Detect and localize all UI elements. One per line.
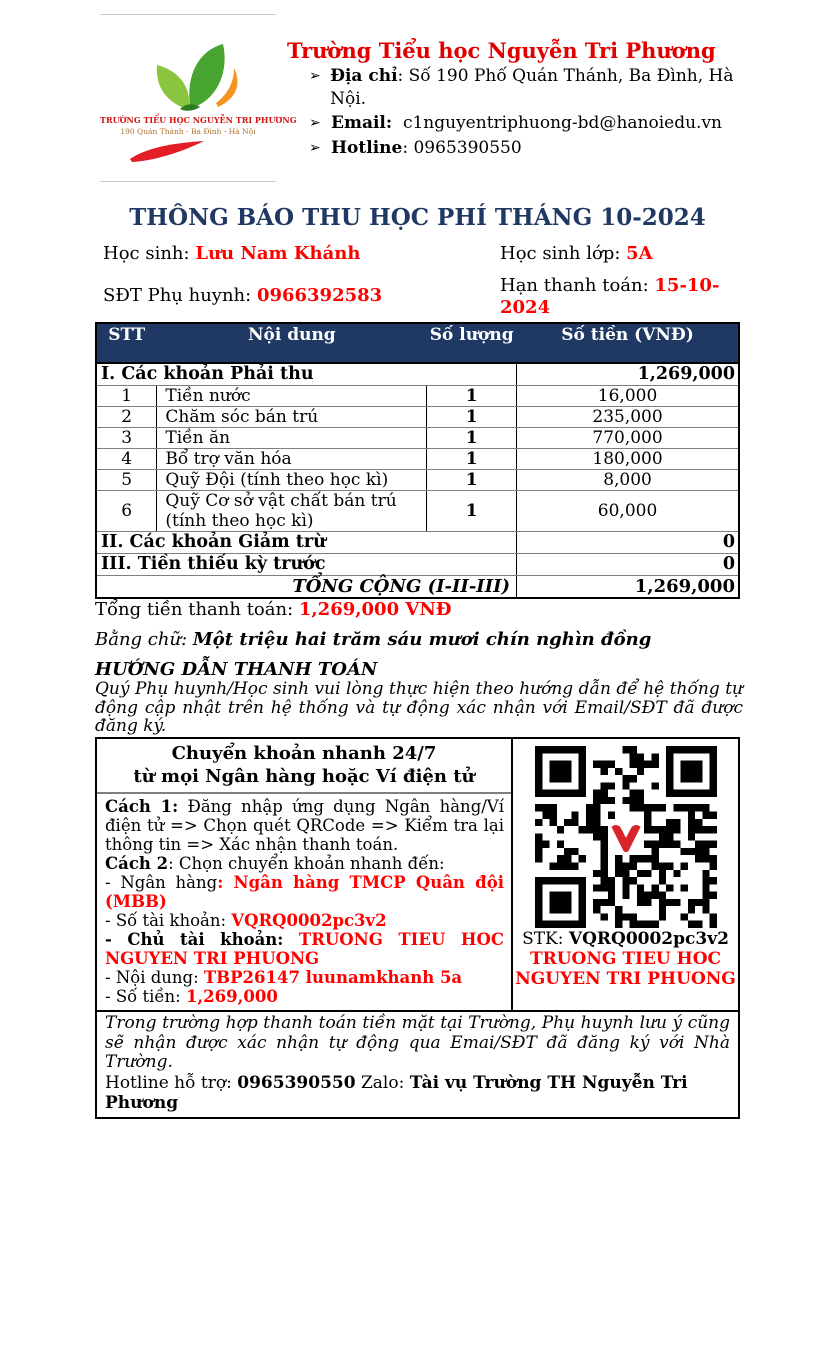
email-label: Email:	[331, 113, 393, 133]
table-row	[96, 385, 739, 406]
contact-hotline-text	[331, 137, 522, 160]
qr-holder-line1: TRUONG TIEU HOC	[529, 949, 722, 969]
bank-value: : Ngân hàng TMCP Quân đội (MBB)	[105, 873, 504, 911]
payment-footer	[97, 1010, 738, 1117]
memo-value: TBP26147 luunamkhanh 5a	[203, 968, 463, 987]
method2-label: Cách 2	[105, 854, 169, 873]
amount-value: 1,269,000	[185, 987, 278, 1006]
item-qty: 1	[427, 427, 517, 448]
item-qty: 1	[427, 469, 517, 490]
logo-school-address: 190 Quán Thánh - Ba Đình - Hà Nội	[120, 127, 256, 136]
header-noi-dung: Nội dung	[157, 323, 427, 363]
item-name: Quỹ Đội (tính theo học kì)	[157, 469, 427, 490]
school-logo	[100, 14, 297, 182]
school-name: Trường Tiểu học Nguyễn Tri Phương	[287, 38, 716, 63]
due-date-field	[500, 275, 745, 319]
item-name: Tiền ăn	[157, 427, 427, 448]
due-date-value: 15-10-2024	[500, 275, 720, 318]
item-no: 5	[96, 469, 157, 490]
total-row	[96, 575, 739, 598]
contact-email	[287, 112, 757, 135]
item-no: 6	[96, 490, 157, 531]
section-row-thieu-ky-truoc	[96, 553, 739, 575]
payment-guide-title: HƯỚNG DẪN THANH TOÁN	[95, 659, 378, 680]
account-value: VQRQ0002pc3v2	[231, 911, 387, 930]
account-label: - Số tài khoản:	[105, 911, 232, 930]
contact-email-text	[331, 112, 722, 135]
payment-methods	[97, 794, 511, 1010]
support-hotline-line	[105, 1073, 730, 1113]
contact-address	[287, 65, 757, 110]
section-row-giam-tru	[96, 531, 739, 553]
support-hotline-label: Hotline hỗ trợ:	[105, 1072, 238, 1093]
total-payment-label: Tổng tiền thanh toán:	[95, 599, 299, 620]
item-name: Chăm sóc bán trú	[157, 406, 427, 427]
student-name-label: Học sinh:	[103, 243, 196, 264]
table-row	[96, 469, 739, 490]
payment-box-title	[97, 739, 511, 794]
arrow-bullet-icon: ➢	[309, 68, 321, 84]
zalo-label: Zalo:	[355, 1072, 410, 1093]
table-row	[96, 490, 739, 531]
section1-amount: 1,269,000	[517, 363, 739, 385]
payment-guide-text: Quý Phụ huynh/Học sinh vui lòng thực hiện theo hướng dẫn để hệ thống tự động cập nhật trên hệ thống và tự động xác nhận với Email/SĐT đã được đăng ký.	[95, 679, 743, 736]
section-row-phai-thu	[96, 363, 739, 385]
item-amount: 770,000	[517, 427, 739, 448]
swoosh-icon	[128, 140, 206, 164]
total-payment-line	[95, 599, 743, 620]
item-no: 2	[96, 406, 157, 427]
item-name: Bổ trợ văn hóa	[157, 448, 427, 469]
section1-label: I. Các khoản Phải thu	[96, 363, 517, 385]
hotline-value: : 0965390550	[402, 137, 522, 158]
item-qty: 1	[427, 406, 517, 427]
summary-section	[95, 599, 743, 736]
payment-title-line2: từ mọi Ngân hàng hoặc Ví điện tử	[133, 766, 475, 787]
amount-in-words-label: Bằng chữ:	[95, 629, 193, 650]
student-name-field	[103, 243, 360, 264]
header-so-tien: Số tiền (VNĐ)	[517, 323, 739, 363]
memo-label: - Nội dung:	[105, 968, 204, 987]
amount-label: - Số tiền:	[105, 987, 186, 1006]
item-amount: 60,000	[517, 490, 739, 531]
parent-phone-value: 0966392583	[256, 285, 383, 306]
qr-code-icon	[535, 746, 717, 928]
item-qty: 1	[427, 448, 517, 469]
section2-label: II. Các khoản Giảm trừ	[96, 531, 517, 553]
student-class-label: Học sinh lớp:	[500, 243, 627, 264]
item-amount: 16,000	[517, 385, 739, 406]
zalo-value: Tài vụ Trường TH Nguyễn Tri Phương	[105, 1072, 688, 1113]
item-qty: 1	[427, 385, 517, 406]
student-class-field	[500, 243, 653, 264]
qr-stk-line	[513, 929, 738, 949]
holder-value: TRUONG TIEU HOC NGUYEN TRI PHUONG	[105, 930, 504, 968]
page-title: THÔNG BÁO THU HỌC PHÍ THÁNG 10-2024	[129, 204, 706, 231]
student-class-value: 5A	[626, 243, 653, 264]
amount-in-words-line	[95, 629, 743, 650]
table-row	[96, 427, 739, 448]
item-qty: 1	[427, 490, 517, 531]
item-amount: 180,000	[517, 448, 739, 469]
parent-phone-field	[103, 285, 382, 306]
bank-label: - Ngân hàng	[105, 873, 218, 892]
section3-amount: 0	[517, 553, 739, 575]
item-no: 3	[96, 427, 157, 448]
amount-in-words-value: Một triệu hai trăm sáu mươi chín nghìn đồng	[192, 629, 652, 650]
parent-phone-label: SĐT Phụ huynh:	[103, 285, 257, 306]
leaves-icon	[128, 41, 248, 113]
stk-value: VQRQ0002pc3v2	[568, 929, 729, 949]
qr-panel	[513, 739, 738, 1010]
total-amount: 1,269,000	[517, 575, 739, 598]
item-amount: 8,000	[517, 469, 739, 490]
total-payment-value: 1,269,000 VNĐ	[298, 599, 452, 620]
support-hotline-value: 0965390550	[237, 1072, 356, 1093]
payment-box	[95, 737, 740, 1119]
table-row	[96, 448, 739, 469]
student-name-value: Lưu Nam Khánh	[195, 243, 361, 264]
item-no: 4	[96, 448, 157, 469]
item-no: 1	[96, 385, 157, 406]
item-name: Quỹ Cơ sở vật chất bán trú (tính theo học kì)	[157, 490, 427, 531]
hotline-label: Hotline	[331, 137, 403, 158]
section2-amount: 0	[517, 531, 739, 553]
method1-text: Đăng nhập ứng dụng Ngân hàng/Ví điện tử => Chọn quét QRCode => Kiểm tra lại thông tin => Xác nhận thanh toán.	[105, 797, 505, 854]
payment-title-line1: Chuyển khoản nhanh 24/7	[171, 743, 437, 764]
holder-label: - Chủ tài khoản:	[105, 930, 299, 949]
table-row	[96, 406, 739, 427]
email-value: c1nguyentriphuong-bd@hanoiedu.vn	[392, 113, 722, 133]
section3-label: III. Tiền thiếu kỳ trước	[96, 553, 517, 575]
address-value: : Số 190 Phố Quán Thánh, Ba Đình, Hà Nội.	[330, 66, 734, 109]
school-header	[287, 38, 757, 159]
fee-table	[95, 322, 740, 599]
method1-label: Cách 1:	[105, 797, 179, 816]
contact-hotline	[287, 137, 757, 160]
item-amount: 235,000	[517, 406, 739, 427]
qr-holder-line2: NGUYEN TRI PHUONG	[515, 969, 736, 989]
method2-text: : Chọn chuyển khoản nhanh đến:	[168, 854, 445, 873]
fee-table-header-row	[96, 323, 739, 363]
total-label: TỔNG CỘNG (I-II-III)	[96, 575, 517, 598]
payment-instructions	[97, 739, 513, 1010]
cash-payment-note: Trong trường hợp thanh toán tiền mặt tại Trường, Phụ huynh lưu ý cũng sẽ nhận được xác nhận tự động qua Emai/SĐT đã đăng ký với Nhà Trường.	[105, 1013, 730, 1072]
contact-address-text	[330, 65, 757, 110]
logo-school-name: TRƯỜNG TIỂU HỌC NGUYỄN TRI PHƯƠNG	[100, 115, 297, 125]
header-stt: STT	[96, 323, 157, 363]
arrow-bullet-icon: ➢	[309, 139, 321, 156]
header-so-luong: Số lượng	[427, 323, 517, 363]
address-label: Địa chỉ	[330, 66, 398, 86]
arrow-bullet-icon: ➢	[309, 115, 321, 131]
item-name: Tiền nước	[157, 385, 427, 406]
due-date-label: Hạn thanh toán:	[500, 275, 655, 296]
stk-label: STK:	[522, 929, 569, 949]
payment-main	[97, 739, 738, 1010]
